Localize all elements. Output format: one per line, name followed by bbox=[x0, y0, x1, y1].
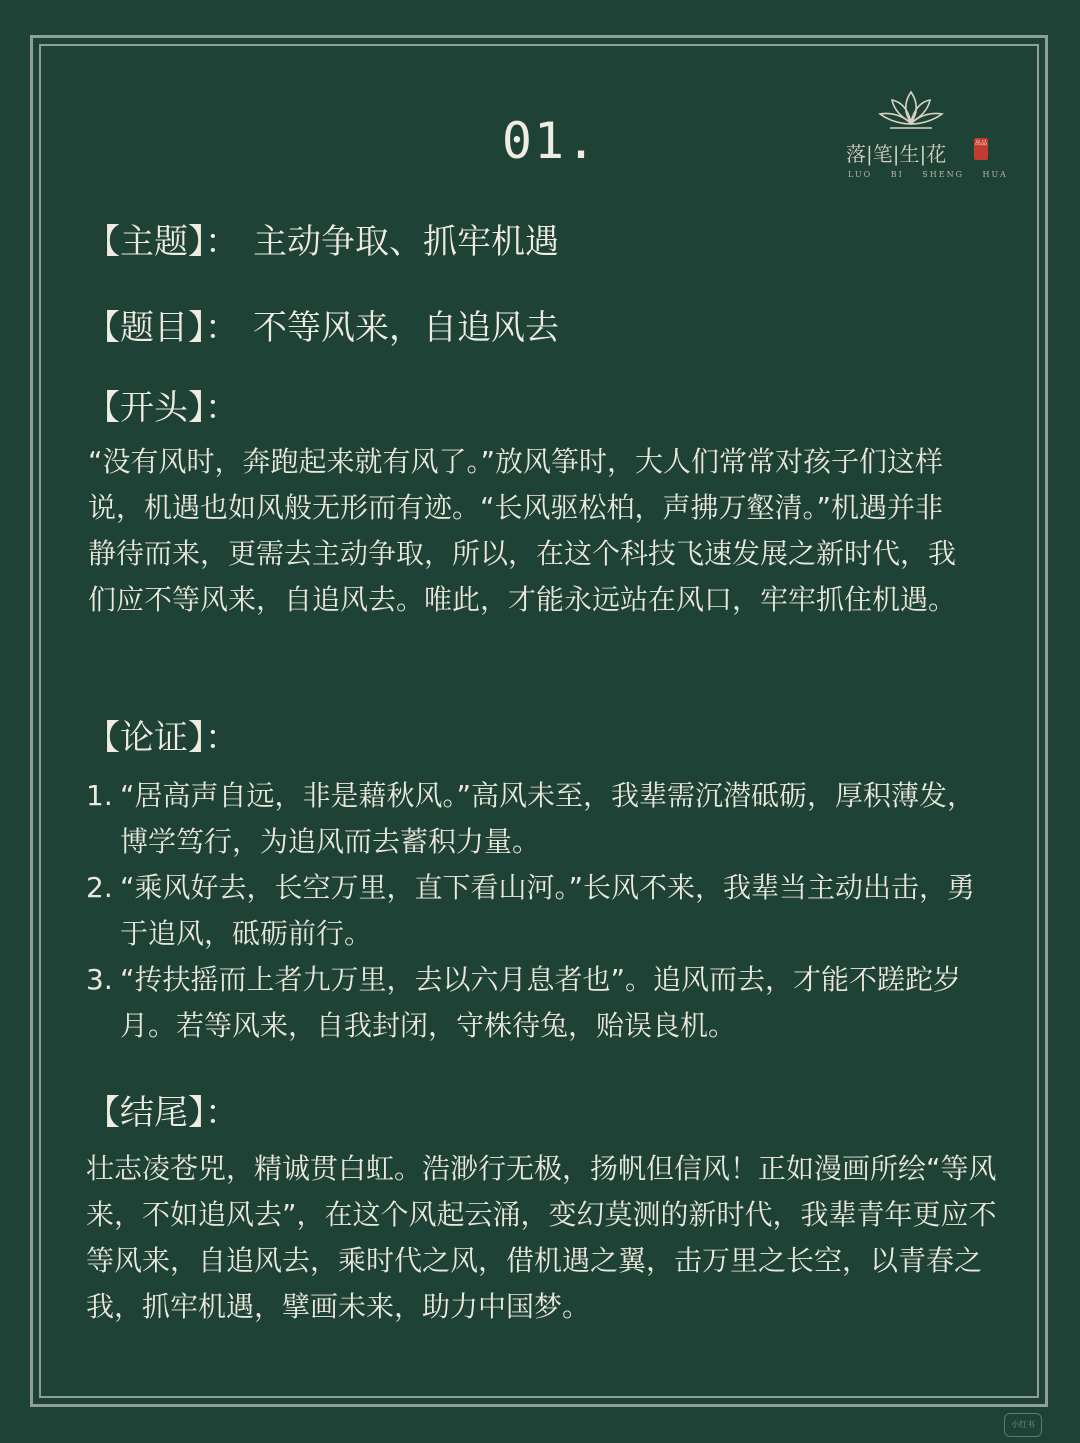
argument-list bbox=[86, 773, 996, 1049]
title-label: 【题目】 bbox=[86, 308, 205, 348]
ending-heading: 【结尾】： bbox=[86, 1093, 239, 1133]
theme-line bbox=[86, 214, 559, 263]
list-item-number: 3. bbox=[86, 963, 113, 996]
title-line bbox=[86, 300, 559, 349]
theme-separator: ： bbox=[205, 222, 239, 262]
opening-paragraph: “没有风时，奔跑起来就有风了。”放风筝时，大人们常常对孩子们这样说，机遇也如风般无形而有迹。“长风驱松柏，声拂万壑清。”机遇并非静待而来，更需去主动争取，所以，在这个科技飞速发展之新时代，我们应不等风来，自追风去。唯此，才能永远站在风口，牢牢抓住机遇。 bbox=[88, 445, 957, 616]
list-item-text: “抟扶摇而上者九万里，去以六月息者也”。追风而去，才能不蹉跎岁月。若等风来，自我封闭，守株待兔，贻误良机。 bbox=[120, 963, 962, 1042]
brand-logo bbox=[838, 86, 1008, 186]
watermark: 小红书 bbox=[1004, 1413, 1042, 1437]
list-item bbox=[86, 957, 996, 1049]
logo-text: 落|笔|生|花 bbox=[846, 142, 947, 166]
argument-heading: 【论证】： bbox=[86, 718, 239, 758]
list-item-text: “居高声自远，非是藉秋风。”高风未至，我辈需沉潜砥砺，厚积薄发，博学笃行，为追风而去蓄积力量。 bbox=[120, 779, 976, 858]
theme-value: 主动争取、抓牢机遇 bbox=[253, 222, 559, 262]
title-value: 不等风来，自追风去 bbox=[253, 308, 559, 348]
logo-subtitle: LUO BI SHENG HUA bbox=[848, 170, 1008, 179]
ending-paragraph: 壮志凌苍兕，精诚贯白虹。浩渺行无极，扬帆但信风！正如漫画所绘“等风来，不如追风去”，在这个风起云涌，变幻莫测的新时代，我辈青年更应不等风来，自追风去，乘时代之风，借机遇之翼，击万里之长空，以青春之我，抓牢机遇，擘画未来，助力中国梦。 bbox=[86, 1152, 997, 1323]
theme-label: 【主题】 bbox=[86, 222, 205, 262]
list-item bbox=[86, 773, 996, 865]
logo-seal: 出品 bbox=[974, 138, 988, 160]
list-item-number: 1. bbox=[86, 779, 113, 812]
list-item bbox=[86, 865, 996, 957]
page-number: 01. bbox=[501, 112, 599, 170]
opening-heading: 【开头】： bbox=[86, 388, 239, 428]
lotus-icon bbox=[876, 88, 946, 134]
title-separator: ： bbox=[205, 308, 239, 348]
list-item-number: 2. bbox=[86, 871, 113, 904]
list-item-text: “乘风好去，长空万里，直下看山河。”长风不来，我辈当主动出击，勇于追风，砥砺前行。 bbox=[120, 871, 976, 950]
